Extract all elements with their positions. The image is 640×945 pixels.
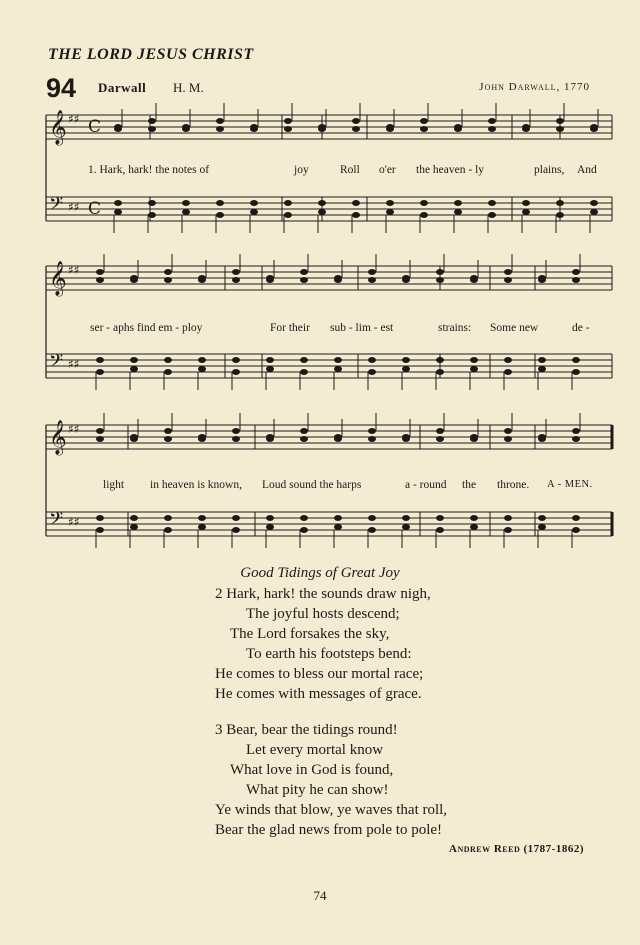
note-head: [488, 126, 496, 132]
lyric-syllable: the: [462, 479, 477, 491]
note-head: [572, 515, 580, 521]
note-head: [300, 527, 308, 533]
note-head: [454, 200, 462, 206]
note-head: [232, 527, 240, 533]
note-head: [436, 357, 444, 363]
note-head: [96, 527, 104, 533]
note-head: [436, 527, 444, 533]
key-signature-sharps: ♯♯: [68, 515, 80, 529]
note-head: [130, 357, 138, 363]
note-head: [164, 436, 172, 442]
note-head: [284, 212, 292, 218]
note-head: [216, 126, 224, 132]
note-head: [352, 118, 360, 124]
note-head: [216, 212, 224, 218]
note-head: [130, 436, 138, 442]
note-head: [436, 428, 444, 434]
note-head: [96, 357, 104, 363]
note-head: [436, 369, 444, 375]
hymn-author: Andrew Reed (1787-1862): [449, 843, 584, 855]
note-head: [114, 200, 122, 206]
treble-clef: 𝄞: [49, 261, 67, 296]
note-head: [402, 277, 410, 283]
note-head: [556, 212, 564, 218]
note-head: [368, 357, 376, 363]
note-head: [590, 209, 598, 215]
composer: John Darwall, 1770: [479, 81, 590, 93]
note-head: [402, 436, 410, 442]
verse-line: He comes with messages of grace.: [215, 686, 422, 702]
note-head: [334, 366, 342, 372]
note-head: [96, 436, 104, 442]
note-head: [148, 212, 156, 218]
note-head: [232, 269, 240, 275]
note-head: [198, 524, 206, 530]
note-head: [352, 200, 360, 206]
key-signature-sharps: ♯♯: [68, 422, 80, 436]
note-head: [300, 357, 308, 363]
note-head: [266, 357, 274, 363]
note-head: [436, 269, 444, 275]
note-head: [522, 200, 530, 206]
note-head: [368, 515, 376, 521]
note-head: [198, 515, 206, 521]
hymn-subtitle: Good Tidings of Great Joy: [240, 565, 400, 581]
note-head: [420, 118, 428, 124]
verse-line: He comes to bless our mortal race;: [215, 666, 424, 682]
note-head: [572, 269, 580, 275]
key-signature-sharps: ♯♯: [68, 200, 80, 214]
note-head: [334, 515, 342, 521]
note-head: [232, 436, 240, 442]
note-head: [386, 209, 394, 215]
note-head: [504, 428, 512, 434]
note-head: [352, 126, 360, 132]
note-head: [266, 436, 274, 442]
note-head: [572, 436, 580, 442]
note-head: [420, 200, 428, 206]
note-head: [198, 277, 206, 283]
note-head: [318, 209, 326, 215]
note-head: [148, 126, 156, 132]
note-head: [454, 209, 462, 215]
note-head: [198, 436, 206, 442]
key-signature-sharps: ♯♯: [68, 263, 80, 277]
note-head: [436, 515, 444, 521]
note-head: [572, 428, 580, 434]
note-head: [488, 118, 496, 124]
note-head: [266, 366, 274, 372]
lyric-syllable: light: [103, 479, 125, 491]
note-head: [198, 357, 206, 363]
note-head: [470, 524, 478, 530]
lyric-syllable: in heaven is known,: [150, 479, 242, 491]
note-head: [470, 277, 478, 283]
note-head: [250, 126, 258, 132]
note-head: [130, 524, 138, 530]
verse-line: To earth his footsteps bend:: [246, 646, 412, 662]
lyric-syllable: throne.: [497, 479, 530, 491]
note-head: [538, 524, 546, 530]
note-head: [470, 357, 478, 363]
verse-line: The Lord forsakes the sky,: [230, 626, 390, 642]
section-title: THE LORD JESUS CHRIST: [48, 46, 254, 63]
note-head: [164, 515, 172, 521]
note-head: [300, 515, 308, 521]
note-head: [334, 436, 342, 442]
note-head: [164, 527, 172, 533]
note-head: [300, 436, 308, 442]
note-head: [538, 515, 546, 521]
note-head: [130, 366, 138, 372]
note-head: [182, 209, 190, 215]
note-head: [164, 428, 172, 434]
note-head: [436, 277, 444, 283]
note-head: [402, 357, 410, 363]
bass-clef: 𝄢: [49, 509, 64, 534]
note-head: [538, 436, 546, 442]
lyric-syllable: Some new: [490, 322, 539, 334]
note-head: [266, 277, 274, 283]
note-head: [538, 357, 546, 363]
time-signature: C: [88, 117, 102, 137]
note-head: [572, 277, 580, 283]
note-head: [470, 366, 478, 372]
tune-name: Darwall: [98, 80, 147, 95]
note-head: [504, 357, 512, 363]
note-head: [488, 200, 496, 206]
note-head: [232, 428, 240, 434]
verse-line: The joyful hosts descend;: [246, 606, 400, 622]
note-head: [164, 357, 172, 363]
note-head: [300, 269, 308, 275]
note-head: [96, 515, 104, 521]
lyric-syllable: sub - lim - est: [330, 322, 394, 334]
note-head: [504, 277, 512, 283]
lyric-syllable: ser - aphs find em - ploy: [90, 322, 203, 334]
bass-clef: 𝄢: [49, 194, 64, 219]
note-head: [556, 118, 564, 124]
lyric-syllable: o'er: [379, 164, 396, 176]
note-head: [504, 269, 512, 275]
treble-clef: 𝄞: [49, 110, 67, 145]
verse-line: What love in God is found,: [230, 762, 394, 778]
note-head: [164, 369, 172, 375]
note-head: [572, 357, 580, 363]
note-head: [590, 126, 598, 132]
note-head: [284, 126, 292, 132]
verse-line: 2 Hark, hark! the sounds draw nigh,: [215, 586, 431, 602]
note-head: [114, 209, 122, 215]
note-head: [266, 515, 274, 521]
note-head: [284, 118, 292, 124]
note-head: [182, 126, 190, 132]
lyric-syllable: Loud sound the harps: [262, 479, 362, 491]
note-head: [556, 200, 564, 206]
lyric-syllable: de -: [572, 322, 590, 334]
note-head: [250, 200, 258, 206]
note-head: [402, 366, 410, 372]
note-head: [368, 428, 376, 434]
note-head: [148, 118, 156, 124]
verse-line: 3 Bear, bear the tidings round!: [215, 722, 398, 738]
lyric-syllable: And: [577, 164, 597, 176]
note-head: [334, 357, 342, 363]
lyric-syllable: joy: [294, 164, 309, 176]
note-head: [96, 269, 104, 275]
note-head: [232, 357, 240, 363]
note-head: [470, 436, 478, 442]
note-head: [216, 200, 224, 206]
note-head: [232, 369, 240, 375]
note-head: [216, 118, 224, 124]
note-head: [590, 200, 598, 206]
note-head: [420, 212, 428, 218]
note-head: [368, 527, 376, 533]
note-head: [198, 366, 206, 372]
note-head: [522, 126, 530, 132]
note-head: [368, 369, 376, 375]
note-head: [334, 277, 342, 283]
note-head: [334, 524, 342, 530]
note-head: [96, 369, 104, 375]
note-head: [164, 269, 172, 275]
note-head: [572, 527, 580, 533]
lyric-syllable: Roll: [340, 164, 360, 176]
note-head: [164, 277, 172, 283]
lyric-syllable: a - round: [405, 479, 447, 491]
note-head: [300, 369, 308, 375]
note-head: [300, 428, 308, 434]
time-signature: C: [88, 199, 102, 219]
verse-line: What pity he can show!: [246, 782, 389, 798]
note-head: [538, 366, 546, 372]
note-head: [522, 209, 530, 215]
note-head: [386, 126, 394, 132]
note-head: [232, 277, 240, 283]
lyric-syllable: strains:: [438, 322, 472, 334]
lyric-syllable: 1. Hark, hark! the notes of: [88, 164, 210, 176]
bass-clef: 𝄢: [49, 351, 64, 376]
note-head: [232, 515, 240, 521]
verse-line: Let every mortal know: [246, 742, 384, 758]
note-head: [368, 436, 376, 442]
hymn-number: 94: [46, 73, 77, 103]
note-head: [488, 212, 496, 218]
note-head: [182, 200, 190, 206]
treble-clef: 𝄞: [49, 420, 67, 455]
note-head: [352, 212, 360, 218]
verse-line: Ye winds that blow, ye waves that roll,: [215, 802, 448, 818]
note-head: [368, 269, 376, 275]
note-head: [318, 200, 326, 206]
note-head: [538, 277, 546, 283]
lyric-syllable: plains,: [534, 164, 565, 176]
note-head: [318, 126, 326, 132]
note-head: [572, 369, 580, 375]
note-head: [436, 436, 444, 442]
note-head: [368, 277, 376, 283]
note-head: [114, 126, 122, 132]
note-head: [266, 524, 274, 530]
note-head: [130, 515, 138, 521]
note-head: [130, 277, 138, 283]
note-head: [556, 126, 564, 132]
note-head: [470, 515, 478, 521]
note-head: [250, 209, 258, 215]
page-number: 74: [313, 888, 327, 903]
lyric-syllable: For their: [270, 322, 310, 334]
note-head: [504, 436, 512, 442]
verse-line: Bear the glad news from pole to pole!: [215, 822, 443, 838]
note-head: [284, 200, 292, 206]
note-head: [454, 126, 462, 132]
key-signature-sharps: ♯♯: [68, 112, 80, 126]
lyric-syllable: A - MEN.: [547, 479, 593, 490]
note-head: [300, 277, 308, 283]
note-head: [402, 524, 410, 530]
meter: H. M.: [173, 80, 204, 95]
note-head: [420, 126, 428, 132]
lyric-syllable: the heaven - ly: [416, 164, 485, 176]
note-head: [504, 369, 512, 375]
note-head: [402, 515, 410, 521]
note-head: [504, 515, 512, 521]
key-signature-sharps: ♯♯: [68, 357, 80, 371]
note-head: [96, 428, 104, 434]
note-head: [504, 527, 512, 533]
note-head: [386, 200, 394, 206]
note-head: [148, 200, 156, 206]
note-head: [96, 277, 104, 283]
